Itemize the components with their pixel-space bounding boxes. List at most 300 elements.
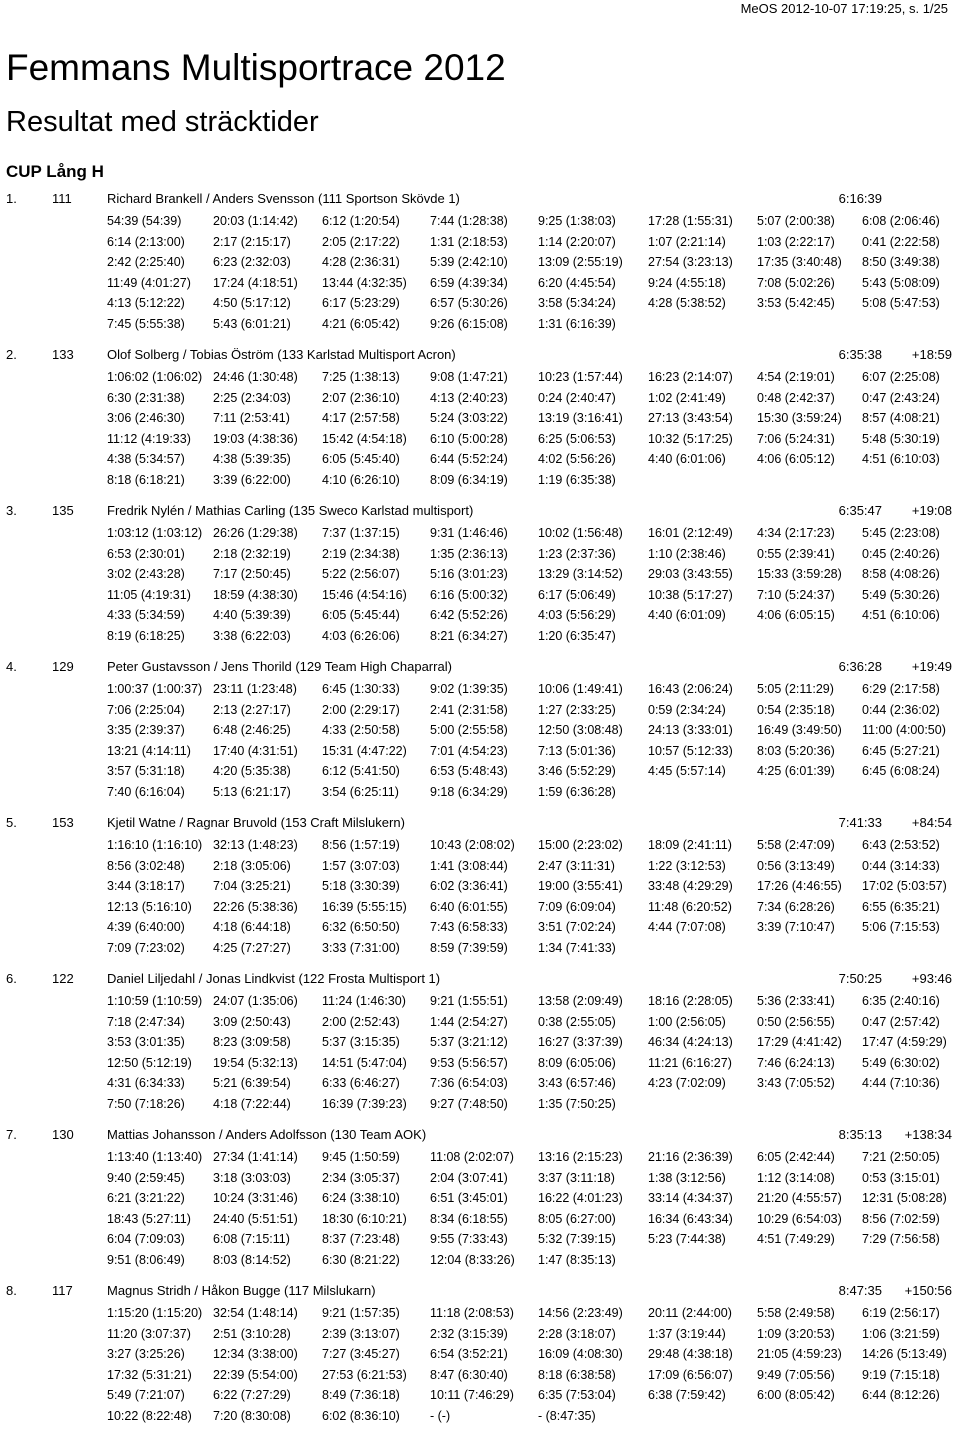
result-place: 6. [6,971,17,986]
split-cell: 7:01 (4:54:23) [430,743,508,758]
split-cell: 8:57 (4:08:21) [862,411,940,425]
split-cell: 23:11 (1:23:48) [213,682,297,696]
split-cell: 10:06 (1:49:41) [538,682,623,696]
split-cell: 3:09 (2:50:43) [213,1014,291,1029]
split-cell: 9:55 (7:33:43) [430,1232,508,1246]
split-cell: 7:36 (6:54:03) [430,1076,508,1090]
split-cell: 3:33 (7:31:00) [322,940,400,955]
split-cell: 0:45 (2:40:26) [862,546,940,561]
split-times [0,367,960,490]
split-cell: 2:07 (2:36:10) [322,390,400,405]
split-cell: 10:32 (5:17:25) [648,431,733,446]
split-cell: 0:48 (2:42:37) [757,390,835,405]
split-cell: 6:59 (4:39:34) [430,275,508,290]
split-cell: 18:16 (2:28:05) [648,994,733,1008]
split-cell: 5:18 (3:30:39) [322,879,400,893]
split-cell: 4:33 (5:34:59) [107,608,185,622]
class-heading: CUP Lång H [6,162,104,181]
result-team-name: Fredrik Nylén / Mathias Carling (135 Sweco Karlstad multisport) [107,503,474,518]
split-cell: 9:19 (7:15:18) [862,1367,940,1382]
split-row [0,211,960,232]
split-cell: 6:35 (7:53:04) [538,1388,616,1402]
split-cell: 4:06 (6:05:15) [757,608,835,622]
split-row [0,1168,960,1189]
split-cell: 12:34 (3:38:00) [213,1347,298,1361]
result-diff: +18:59 [911,347,952,362]
split-cell: 6:40 (6:01:55) [430,899,508,914]
split-cell: 1:02 (2:41:49) [648,390,726,405]
split-cell: 16:27 (3:37:39) [538,1035,623,1049]
split-cell: 5:08 (5:47:53) [862,296,940,310]
split-times [0,1303,960,1426]
split-cell: 6:07 (2:25:08) [862,370,940,384]
split-cell: 16:01 (2:12:49) [648,526,733,540]
split-cell: 6:10 (5:00:28) [430,431,508,446]
split-cell: 10:24 (3:31:46) [213,1191,298,1205]
page-meta: MeOS 2012-10-07 17:19:25, s. 1/25 [740,1,948,16]
split-row [0,679,960,700]
split-row [0,232,960,253]
split-cell: 1:44 (2:54:27) [430,1014,508,1029]
split-cell: 12:04 (8:33:26) [430,1252,515,1267]
split-cell: 21:16 (2:36:39) [648,1150,733,1164]
split-cell: 7:40 (6:16:04) [107,784,185,799]
split-cell: 3:35 (2:39:37) [107,723,185,737]
split-cell: 7:04 (3:25:21) [213,879,291,893]
split-cell: 4:13 (2:40:23) [430,390,508,405]
result-header [0,1122,960,1147]
split-cell: 6:12 (5:41:50) [322,764,400,778]
split-cell: 1:09 (3:20:53) [757,1326,835,1341]
split-cell: 6:12 (1:20:54) [322,214,400,228]
split-cell: 1:35 (2:36:13) [430,546,508,561]
split-cell: 1:00:37 (1:00:37) [107,682,203,696]
split-cell: 17:26 (4:46:55) [757,879,842,893]
split-row [0,367,960,388]
split-cell: 5:23 (7:44:38) [648,1232,726,1246]
split-cell: 8:18 (6:38:58) [538,1367,616,1382]
split-row [0,1094,960,1115]
split-cell: 17:28 (1:55:31) [648,214,733,228]
split-cell: 3:39 (6:22:00) [213,472,291,487]
entry-gap [0,802,960,810]
result-bib: 153 [52,815,74,830]
result-entry [0,654,960,810]
split-cell: 4:51 (6:10:03) [862,452,940,466]
split-cell: 1:15:20 (1:15:20) [107,1306,203,1320]
result-entry [0,1122,960,1278]
result-header [0,810,960,835]
result-place: 4. [6,659,17,674]
split-row [0,782,960,803]
split-cell: 9:18 (6:34:29) [430,784,508,799]
result-header [0,498,960,523]
split-cell: 9:21 (1:55:51) [430,994,508,1008]
split-cell: 8:23 (3:09:58) [213,1035,291,1049]
split-cell: 9:21 (1:57:35) [322,1306,400,1320]
split-cell: 3:44 (3:18:17) [107,879,185,893]
split-cell: 6:29 (2:17:58) [862,682,940,696]
split-cell: 13:29 (3:14:52) [538,567,623,581]
split-cell: 4:10 (6:26:10) [322,472,400,487]
split-cell: 1:31 (2:18:53) [430,234,508,249]
result-diff: +84:54 [911,815,952,830]
split-cell: 4:44 (7:10:36) [862,1076,940,1090]
split-cell: 16:23 (2:14:07) [648,370,733,384]
split-cell: 0:54 (2:35:18) [757,702,835,717]
split-cell: 2:34 (3:05:37) [322,1170,400,1185]
split-cell: 4:13 (5:12:22) [107,296,185,310]
split-cell: 18:59 (4:38:30) [213,587,298,602]
split-cell: 9:49 (7:05:56) [757,1367,835,1382]
split-cell: 3:43 (6:57:46) [538,1076,616,1090]
split-row [0,1365,960,1386]
result-entry [0,342,960,498]
split-cell: 11:49 (4:01:27) [107,275,191,290]
split-cell: 12:50 (5:12:19) [107,1055,192,1070]
split-row [0,741,960,762]
split-cell: 2:51 (3:10:28) [213,1326,291,1341]
split-cell: 3:53 (5:42:45) [757,296,835,310]
split-cell: 1:35 (7:50:25) [538,1096,616,1111]
split-cell: 8:37 (7:23:48) [322,1232,400,1246]
result-entry [0,966,960,1122]
split-times [0,1147,960,1270]
split-cell: 2:19 (2:34:38) [322,546,400,561]
split-cell: 4:51 (7:49:29) [757,1232,835,1246]
split-cell: 3:43 (7:05:52) [757,1076,835,1090]
split-cell: 5:43 (5:08:09) [862,275,940,290]
result-place: 5. [6,815,17,830]
split-cell: 6:24 (3:38:10) [322,1191,400,1205]
split-row [0,876,960,897]
split-row [0,1147,960,1168]
split-cell: 8:19 (6:18:25) [107,628,185,643]
split-cell: 8:56 (7:02:59) [862,1211,940,1226]
page-title: Femmans Multisportrace 2012 [6,47,506,88]
split-cell: 2:39 (3:13:07) [322,1326,400,1341]
split-row [0,314,960,335]
split-cell: 20:11 (2:44:00) [648,1306,732,1320]
split-cell: 54:39 (54:39) [107,214,182,228]
split-cell: 6:21 (3:21:22) [107,1191,185,1205]
split-cell: 6:05 (5:45:40) [322,452,400,466]
result-header [0,1278,960,1303]
split-cell: 15:42 (4:54:18) [322,431,407,446]
split-row [0,1073,960,1094]
split-cell: 7:45 (5:55:38) [107,316,185,331]
split-cell: 8:49 (7:36:18) [322,1388,400,1402]
split-cell: 4:03 (5:56:29) [538,608,616,622]
split-cell: 1:59 (6:36:28) [538,784,616,799]
split-cell: 4:25 (7:27:27) [213,940,291,955]
split-cell: 9:08 (1:47:21) [430,370,508,384]
split-cell: 46:34 (4:24:13) [648,1035,733,1049]
split-row [0,856,960,877]
split-cell: 3:02 (2:43:28) [107,567,185,581]
split-cell: 5:58 (2:47:09) [757,838,835,852]
split-cell: 5:07 (2:00:38) [757,214,835,228]
split-cell: 19:03 (4:38:36) [213,431,298,446]
split-cell: 3:46 (5:52:29) [538,764,616,778]
split-cell: 13:44 (4:32:35) [322,275,407,290]
split-cell: 1:20 (6:35:47) [538,628,616,643]
split-cell: 0:44 (2:36:02) [862,702,940,717]
split-cell: 16:39 (7:39:23) [322,1096,407,1111]
split-row [0,1032,960,1053]
result-place: 7. [6,1127,17,1142]
split-cell: 17:02 (5:03:57) [862,879,947,893]
split-cell: 7:34 (6:28:26) [757,899,835,914]
split-cell: 19:00 (3:55:41) [538,879,623,893]
entry-gap [0,334,960,342]
split-cell: 6:23 (2:32:03) [213,255,291,269]
result-time: 6:16:39 [838,191,882,206]
split-cell: 6:04 (7:09:03) [107,1232,185,1246]
split-cell: 15:30 (3:59:24) [757,411,842,425]
split-cell: 2:05 (2:17:22) [322,234,400,249]
entry-gap [0,958,960,966]
split-cell: 5:32 (7:39:15) [538,1232,616,1246]
split-row [0,470,960,491]
split-cell: 6:44 (5:52:24) [430,452,508,466]
split-cell: 2:00 (2:29:17) [322,702,400,717]
split-cell: 10:38 (5:17:27) [648,587,733,602]
split-cell: 1:06:02 (1:06:02) [107,370,203,384]
split-cell: 8:03 (5:20:36) [757,743,835,758]
result-entry [0,498,960,654]
split-cell: 18:30 (6:10:21) [322,1211,407,1226]
split-row [0,1229,960,1250]
result-diff: +19:08 [911,503,952,518]
split-cell: 11:00 (4:00:50) [862,723,946,737]
split-cell: 6:19 (2:56:17) [862,1306,940,1320]
split-cell: 1:47 (8:35:13) [538,1252,616,1267]
split-cell: 4:03 (6:26:06) [322,628,400,643]
split-cell: 4:54 (2:19:01) [757,370,835,384]
split-cell: 4:34 (2:17:23) [757,526,835,540]
split-cell: 6:30 (2:31:38) [107,390,185,405]
split-cell: 16:43 (2:06:24) [648,682,733,696]
split-cell: 10:11 (7:46:29) [430,1388,514,1402]
split-cell: 5:48 (5:30:19) [862,431,940,446]
split-row [0,564,960,585]
split-cell: 7:50 (7:18:26) [107,1096,185,1111]
split-cell: 6:42 (5:52:26) [430,608,508,622]
split-cell: 3:37 (3:11:18) [538,1170,615,1185]
split-cell: 18:09 (2:41:11) [648,838,732,852]
result-diff: +138:34 [904,1127,952,1142]
split-cell: 6:48 (2:46:25) [213,723,291,737]
split-cell: 5:16 (3:01:23) [430,567,508,581]
split-cell: 6:54 (3:52:21) [430,1347,508,1361]
split-times [0,679,960,802]
split-cell: 4:40 (6:01:09) [648,608,726,622]
split-cell: 4:25 (6:01:39) [757,764,835,778]
result-entry [0,186,960,342]
split-cell: 8:56 (1:57:19) [322,838,400,852]
split-cell: 17:47 (4:59:29) [862,1035,947,1049]
split-row [0,917,960,938]
result-time: 8:47:35 [838,1283,882,1298]
split-cell: 5:13 (6:21:17) [213,784,291,799]
split-row [0,252,960,273]
result-entry [0,1278,960,1434]
split-times [0,991,960,1114]
split-cell: 6:25 (5:06:53) [538,431,616,446]
split-row [0,835,960,856]
split-cell: 2:42 (2:25:40) [107,255,185,269]
split-cell: 4:06 (6:05:12) [757,452,835,466]
split-cell: 0:59 (2:34:24) [648,702,726,717]
split-cell: 6:02 (3:36:41) [430,879,508,893]
split-cell: 24:40 (5:51:51) [213,1211,298,1226]
split-cell: 6:57 (5:30:26) [430,296,508,310]
split-cell: 4:51 (6:10:06) [862,608,940,622]
entry-gap [0,1114,960,1122]
split-cell: 27:13 (3:43:54) [648,411,733,425]
split-cell: 6:17 (5:06:49) [538,587,616,602]
split-row [0,273,960,294]
split-cell: 14:26 (5:13:49) [862,1347,947,1361]
result-diff: +19:49 [911,659,952,674]
split-cell: 13:19 (3:16:41) [538,411,623,425]
split-cell: 9:24 (4:55:18) [648,275,726,290]
split-cell: 2:00 (2:52:43) [322,1014,400,1029]
result-team-name: Magnus Stridh / Håkon Bugge (117 Milslukarn) [107,1283,376,1298]
split-cell: 21:20 (4:55:57) [757,1191,842,1205]
result-place: 2. [6,347,17,362]
result-time: 6:36:28 [838,659,882,674]
split-cell: 29:03 (3:43:55) [648,567,733,581]
split-cell: 1:27 (2:33:25) [538,702,616,717]
result-time: 7:50:25 [838,971,882,986]
split-cell: 4:17 (2:57:58) [322,411,400,425]
split-cell: 1:22 (3:12:53) [648,858,726,873]
split-cell: 4:45 (5:57:14) [648,764,726,778]
split-cell: 5:36 (2:33:41) [757,994,835,1008]
entry-gap [0,646,960,654]
split-cell: 6:14 (2:13:00) [107,234,185,249]
split-row [0,1324,960,1345]
result-team-name: Daniel Liljedahl / Jonas Lindkvist (122 Frosta Multisport 1) [107,971,441,986]
split-cell: 9:25 (1:38:03) [538,214,616,228]
result-bib: 117 [52,1283,73,1298]
split-cell: 7:18 (2:47:34) [107,1014,185,1029]
split-cell: 4:18 (6:44:18) [213,920,291,934]
result-bib: 135 [52,503,74,518]
split-cell: 7:13 (5:01:36) [538,743,616,758]
split-cell: 27:53 (6:21:53) [322,1367,407,1382]
split-row [0,408,960,429]
split-cell: 16:09 (4:08:30) [538,1347,623,1361]
split-cell: 4:21 (6:05:42) [322,316,400,331]
split-cell: - (-) [430,1408,451,1423]
split-cell: 2:28 (3:18:07) [538,1326,616,1341]
split-cell: 10:57 (5:12:33) [648,743,733,758]
split-cell: 15:46 (4:54:16) [322,587,407,602]
result-header [0,186,960,211]
split-cell: 3:54 (6:25:11) [322,784,399,799]
split-cell: 14:51 (5:47:04) [322,1055,407,1070]
split-cell: 24:13 (3:33:01) [648,723,733,737]
split-cell: 4:40 (6:01:06) [648,452,726,466]
split-cell: 12:50 (3:08:48) [538,723,623,737]
split-cell: 32:13 (1:48:23) [213,838,298,852]
split-cell: 4:28 (2:36:31) [322,255,400,269]
split-cell: 9:02 (1:39:35) [430,682,508,696]
split-cell: 4:18 (7:22:44) [213,1096,291,1111]
split-row [0,700,960,721]
split-cell: 33:48 (4:29:29) [648,879,733,893]
split-cell: 1:23 (2:37:36) [538,546,616,561]
result-time: 6:35:47 [838,503,882,518]
split-row [0,1209,960,1230]
split-cell: 9:26 (6:15:08) [430,316,508,331]
split-cell: 6:45 (6:08:24) [862,764,940,778]
split-cell: 0:44 (3:14:33) [862,858,940,873]
split-cell: 4:02 (5:56:26) [538,452,616,466]
split-cell: 21:05 (4:59:23) [757,1347,842,1361]
result-bib: 130 [52,1127,74,1142]
split-row [0,293,960,314]
split-cell: 0:47 (2:57:42) [862,1014,940,1029]
split-cell: 6:32 (6:50:50) [322,920,400,934]
split-cell: 1:10 (2:38:46) [648,546,726,561]
result-time: 7:41:33 [838,815,882,830]
split-cell: 10:23 (1:57:44) [538,370,623,384]
split-cell: 16:39 (5:55:15) [322,899,407,914]
split-cell: 17:24 (4:18:51) [213,275,298,290]
split-cell: 9:51 (8:06:49) [107,1252,185,1267]
split-cell: 10:43 (2:08:02) [430,838,515,852]
split-cell: 0:50 (2:56:55) [757,1014,835,1029]
result-bib: 111 [52,191,72,206]
split-cell: 7:43 (6:58:33) [430,920,508,934]
split-row [0,388,960,409]
split-cell: 5:49 (6:30:02) [862,1055,940,1070]
split-cell: 7:27 (3:45:27) [322,1347,400,1361]
split-cell: 6:08 (2:06:46) [862,214,940,228]
split-cell: 0:41 (2:22:58) [862,234,940,249]
result-place: 1. [6,191,17,206]
split-cell: 16:34 (6:43:34) [648,1211,733,1226]
result-team-name: Richard Brankell / Anders Svensson (111 Sportson Skövde 1) [107,191,460,206]
split-cell: 17:40 (4:31:51) [213,743,298,758]
split-cell: 7:21 (2:50:05) [862,1150,940,1164]
split-cell: 4:28 (5:38:52) [648,296,726,310]
split-cell: 1:41 (3:08:44) [430,858,508,873]
entry-gap [0,490,960,498]
split-cell: 4:50 (5:17:12) [213,296,291,310]
split-cell: 17:29 (4:41:42) [757,1035,842,1049]
split-cell: 7:11 (2:53:41) [213,411,290,425]
split-cell: 2:41 (2:31:58) [430,702,508,717]
split-row [0,1406,960,1427]
split-cell: 1:37 (3:19:44) [648,1326,726,1341]
result-team-name: Peter Gustavsson / Jens Thorild (129 Team High Chaparral) [107,659,452,674]
split-cell: 12:13 (5:16:10) [107,899,192,914]
split-cell: 1:57 (3:07:03) [322,858,400,873]
split-cell: 1:12 (3:14:08) [757,1170,835,1185]
split-cell: 1:31 (6:16:39) [538,316,616,331]
split-row [0,1250,960,1271]
split-cell: 14:56 (2:23:49) [538,1306,623,1320]
split-cell: 8:47 (6:30:40) [430,1367,508,1382]
split-cell: 6:51 (3:45:01) [430,1191,508,1205]
split-cell: 11:48 (6:20:52) [648,899,732,914]
split-cell: 8:09 (6:34:19) [430,472,508,487]
